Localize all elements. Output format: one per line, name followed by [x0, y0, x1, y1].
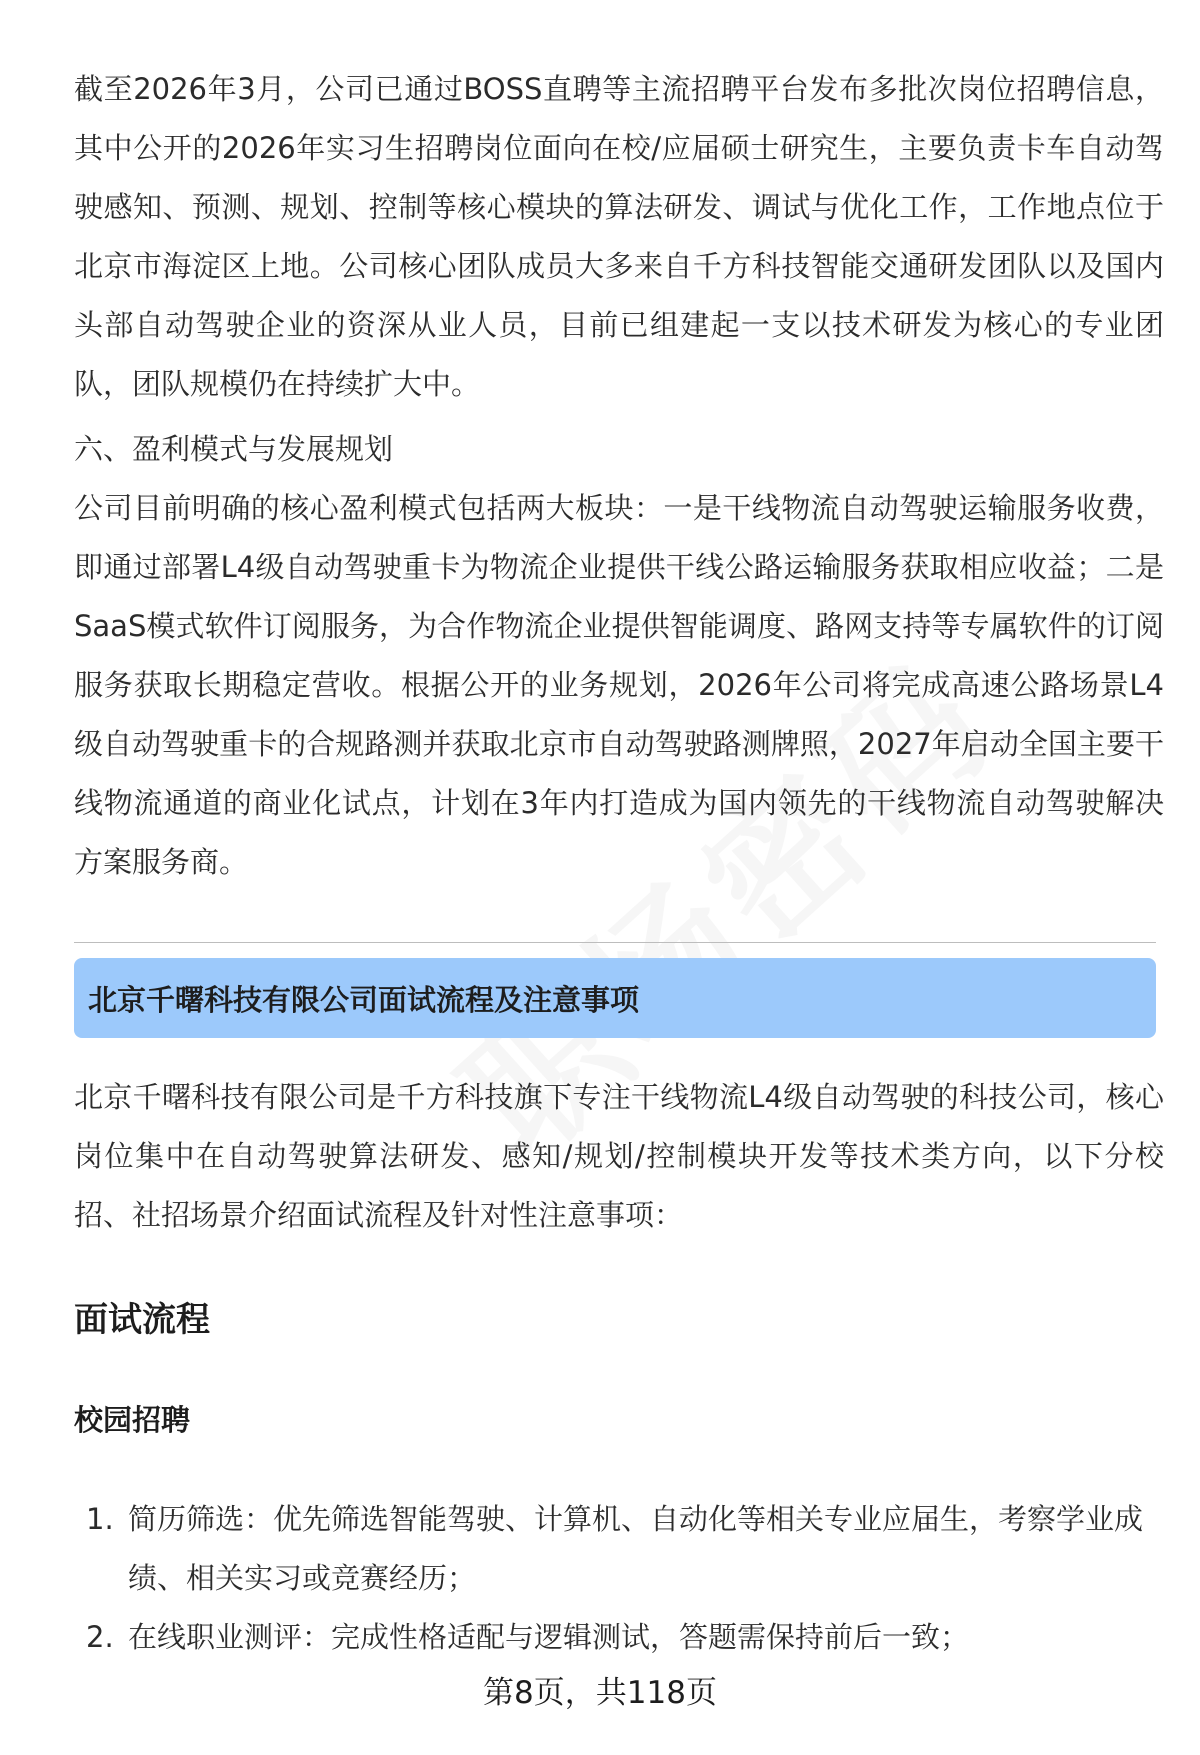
interview-flow-heading: 面试流程 — [74, 1300, 210, 1340]
interview-intro-paragraph: 北京千曙科技有限公司是千方科技旗下专注干线物流L4级自动驾驶的科技公司，核心岗位集中在自动驾驶算法研发、感知/规划/控制模块开发等技术类方向，以下分校招、社招场景介绍面试流程及针对性注意事项： — [74, 1080, 1164, 1232]
section-divider — [74, 942, 1156, 943]
campus-steps-list — [74, 1490, 1164, 1667]
list-item — [74, 1490, 1164, 1608]
banner-title: 北京千曙科技有限公司面试流程及注意事项 — [88, 982, 640, 1017]
section-heading-profit-model: 六、盈利模式与发展规划 — [74, 432, 394, 466]
company-team-paragraph: 截至2026年3月，公司已通过BOSS直聘等主流招聘平台发布多批次岗位招聘信息，其中公开的2026年实习生招聘岗位面向在校/应届硕士研究生，主要负责卡车自动驾驶感知、预测、规划、控制等核心模块的算法研发、调试与优化工作，工作地点位于北京市海淀区上地。公司核心团队成员大多来自千方科技智能交通研发团队以及国内头部自动驾驶企业的资深从业人员，目前已组建起一支以技术研发为核心的专业团队，团队规模仍在持续扩大中。 — [74, 72, 1164, 401]
campus-recruitment-heading: 校园招聘 — [74, 1403, 191, 1437]
list-item-number: 1. — [86, 1502, 114, 1536]
profit-model-paragraph: 公司目前明确的核心盈利模式包括两大板块：一是干线物流自动驾驶运输服务收费，即通过部署L4级自动驾驶重卡为物流企业提供干线公路运输服务获取相应收益；二是SaaS模式软件订阅服务，为合作物流企业提供智能调度、路网支持等专属软件的订阅服务获取长期稳定营收。根据公开的业务规划，2026年公司将完成高速公路场景L4级自动驾驶重卡的合规路测并获取北京市自动驾驶路测牌照，2027年启动全国主要干线物流通道的商业化试点，计划在3年内打造成为国内领先的干线物流自动驾驶解决方案服务商。 — [74, 491, 1164, 879]
list-item-number: 2. — [86, 1620, 114, 1654]
list-item — [74, 1608, 1164, 1667]
interview-section-banner — [74, 958, 1156, 1038]
list-item-text: 简历筛选：优先筛选智能驾驶、计算机、自动化等相关专业应届生，考察学业成绩、相关实习或竞赛经历； — [128, 1502, 1144, 1595]
list-item-text: 在线职业测评：完成性格适配与逻辑测试，答题需保持前后一致； — [128, 1620, 970, 1654]
page-footer: 第8页，共118页 — [483, 1675, 717, 1711]
